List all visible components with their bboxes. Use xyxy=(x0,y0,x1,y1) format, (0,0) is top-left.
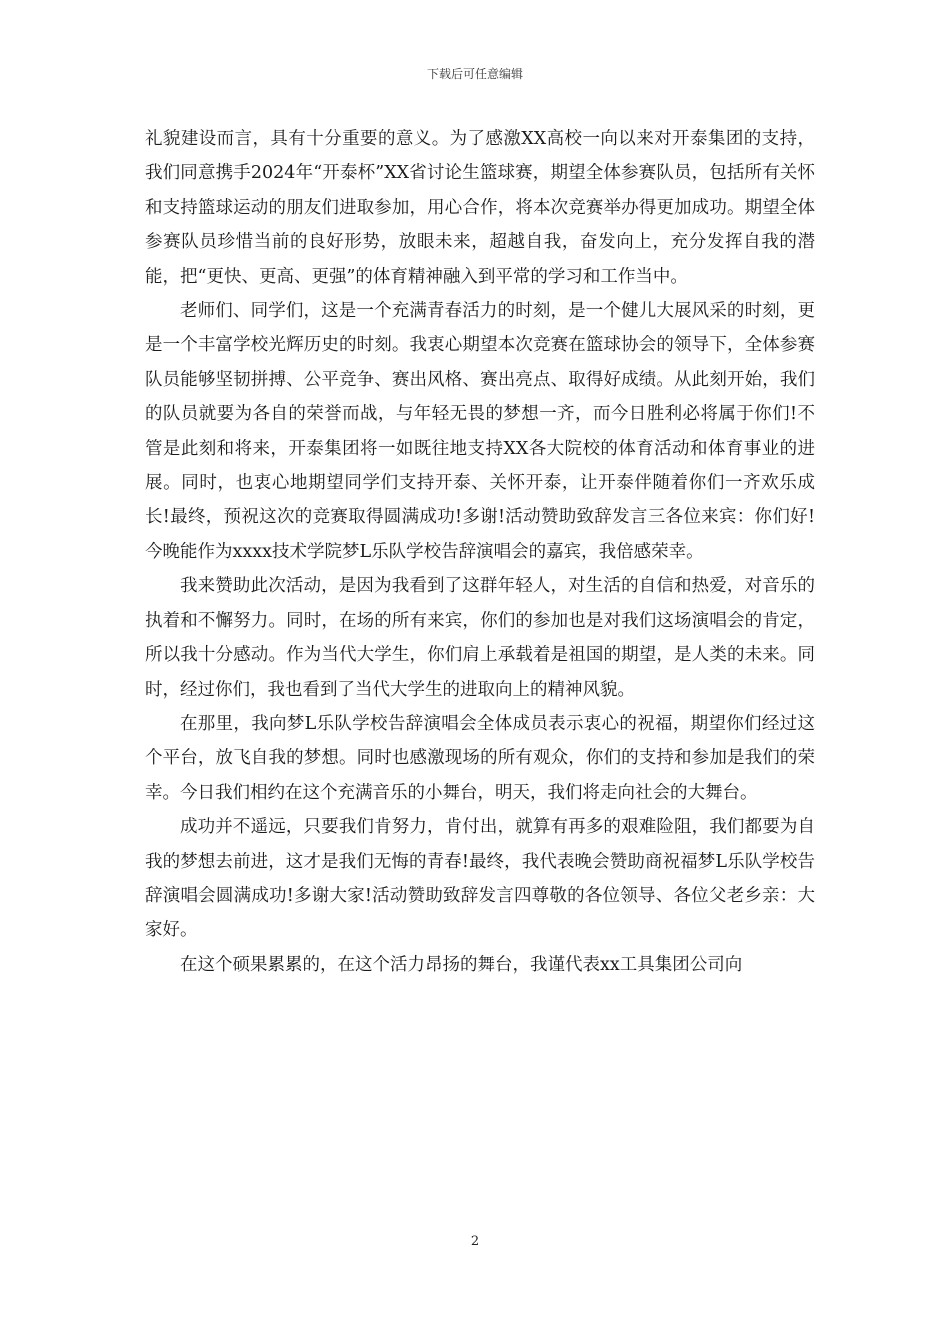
paragraph-6: 在这个硕果累累的，在这个活力昂扬的舞台，我谨代表xx工具集团公司向 xyxy=(180,954,743,975)
paragraph-4: 在那里，我向梦L乐队学校告辞演唱会全体成员表示衷心的祝福，期望你们经过这个平台，放飞自我的梦想。同时也感激现场的所有观众，你们的支持和参加是我们的荣幸。今日我们相约在这个充满音乐的小舞台，明天，我们将走向社会的大舞台。 xyxy=(145,713,815,803)
paragraph-5: 成功并不遥远，只要我们肯努力，肯付出，就算有再多的艰难险阻，我们都要为自我的梦想去前进，这才是我们无悔的青春!最终，我代表晚会赞助商祝福梦L乐队学校告辞演唱会圆满成功!多谢大家!活动赞助致辞发言四尊敬的各位领导、各位父老乡亲：大家好。 xyxy=(145,817,815,941)
page-header: 下载后可任意编辑 xyxy=(426,67,523,81)
document-body xyxy=(145,122,815,982)
paragraph-3: 我来赞助此次活动，是因为我看到了这群年轻人，对生活的自信和热爱，对音乐的执着和不懈努力。同时，在场的所有来宾，你们的参加也是对我们这场演唱会的肯定，所以我十分感动。作为当代大学生，你们肩上承载着是祖国的期望，是人类的未来。同时，经过你们，我也看到了当代大学生的进取向上的精神风貌。 xyxy=(145,576,815,700)
paragraph-2: 老师们、同学们，这是一个充满青春活力的时刻，是一个健儿大展风采的时刻，更是一个丰富学校光辉历史的时刻。我衷心期望本次竞赛在篮球协会的领导下，全体参赛队员能够坚韧拼搏、公平竞争、赛出风格、赛出亮点、取得好成绩。从此刻开始，我们的队员就要为各自的荣誉而战，与年轻无畏的梦想一齐，而今日胜利必将属于你们!不管是此刻和将来，开泰集团将一如既往地支持XX各大院校的体育活动和体育事业的进展。同时，也衷心地期望同学们支持开泰、关怀开泰，让开泰伴随着你们一齐欢乐成长!最终，预祝这次的竞赛取得圆满成功!多谢!活动赞助致辞发言三各位来宾：你们好!今晚能作为xxxx技术学院梦L乐队学校告辞演唱会的嘉宾，我倍感荣幸。 xyxy=(145,301,815,562)
page-number: 2 xyxy=(470,1234,480,1249)
paragraph-1: 礼貌建设而言，具有十分重要的意义。为了感激XX高校一向以来对开泰集团的支持，我们同意携手2024年“开泰杯”XX省讨论生篮球赛，期望全体参赛队员，包括所有关怀和支持篮球运动的朋友们进取参加，用心合作，将本次竞赛举办得更加成功。期望全体参赛队员珍惜当前的良好形势，放眼未来，超越自我，奋发向上，充分发挥自我的潜能，把“更快、更高、更强”的体育精神融入到平常的学习和工作当中。 xyxy=(145,129,815,287)
